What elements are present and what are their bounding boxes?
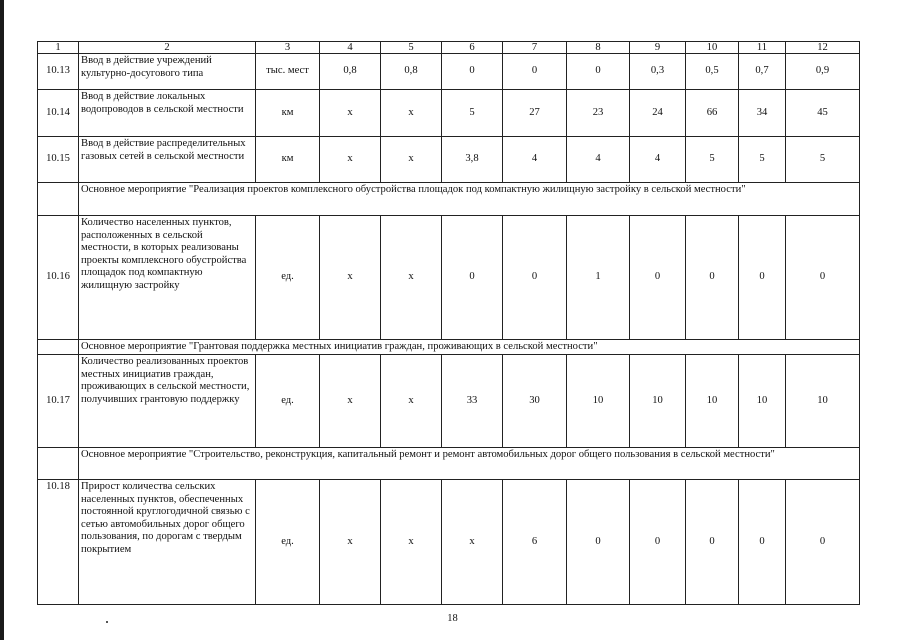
value-cell: 0 xyxy=(503,54,567,90)
column-number-row xyxy=(38,42,860,54)
value-cell: 0 xyxy=(503,216,567,340)
table-row xyxy=(38,480,860,605)
value-cell: х xyxy=(320,355,381,448)
value-cell: 0,9 xyxy=(786,54,860,90)
value-cell: 0 xyxy=(686,216,739,340)
value-cell: 0,7 xyxy=(739,54,786,90)
row-id: 10.14 xyxy=(38,90,79,137)
unit-cell: км xyxy=(256,90,320,137)
value-cell: 0,3 xyxy=(630,54,686,90)
value-cell: 0 xyxy=(567,54,630,90)
unit-cell: тыс. мест xyxy=(256,54,320,90)
scan-left-edge xyxy=(0,0,4,640)
value-cell: 0 xyxy=(739,480,786,605)
value-cell: 23 xyxy=(567,90,630,137)
value-cell: 0,8 xyxy=(381,54,442,90)
column-number: 6 xyxy=(442,42,503,54)
row-id: 10.16 xyxy=(38,216,79,340)
value-cell: 0 xyxy=(786,216,860,340)
column-number: 2 xyxy=(79,42,256,54)
section-title: Основное мероприятие "Строительство, реконструкция, капитальный ремонт и ремонт автомобильных дорог общего пользования в сельской местности" xyxy=(79,448,860,480)
column-number: 1 xyxy=(38,42,79,54)
value-cell: х xyxy=(381,355,442,448)
column-number: 5 xyxy=(381,42,442,54)
indicator-name: Ввод в действие распределительных газовых сетей в сельской местности xyxy=(79,137,256,183)
value-cell: 5 xyxy=(686,137,739,183)
value-cell: х xyxy=(320,480,381,605)
value-cell: 5 xyxy=(786,137,860,183)
unit-cell: ед. xyxy=(256,216,320,340)
indicator-name: Количество населенных пунктов, расположенных в сельской местности, в которых реализованы проекты комплексного обустройства площадок под компактную жилищную застройку xyxy=(79,216,256,340)
row-id: 10.15 xyxy=(38,137,79,183)
value-cell: х xyxy=(381,90,442,137)
table-row xyxy=(38,216,860,340)
indicator-name: Ввод в действие локальных водопроводов в сельской местности xyxy=(79,90,256,137)
value-cell: 10 xyxy=(739,355,786,448)
value-cell: 10 xyxy=(786,355,860,448)
table-row xyxy=(38,355,860,448)
value-cell: 10 xyxy=(567,355,630,448)
section-id-cell xyxy=(38,183,79,216)
value-cell: х xyxy=(320,137,381,183)
value-cell: 0 xyxy=(786,480,860,605)
value-cell: 5 xyxy=(442,90,503,137)
section-row xyxy=(38,340,860,355)
indicator-name: Ввод в действие учреждений культурно-досугового типа xyxy=(79,54,256,90)
table-row xyxy=(38,90,860,137)
section-row xyxy=(38,448,860,480)
value-cell: 30 xyxy=(503,355,567,448)
indicator-name: Количество реализованных проектов местных инициатив граждан, проживающих в сельской местности, получивших грантовую поддержку xyxy=(79,355,256,448)
column-number: 7 xyxy=(503,42,567,54)
value-cell: 5 xyxy=(739,137,786,183)
table-body xyxy=(38,42,860,605)
section-id-cell xyxy=(38,448,79,480)
value-cell: 4 xyxy=(630,137,686,183)
section-row xyxy=(38,183,860,216)
column-number: 9 xyxy=(630,42,686,54)
value-cell: 66 xyxy=(686,90,739,137)
table-row xyxy=(38,54,860,90)
value-cell: 27 xyxy=(503,90,567,137)
value-cell: 0 xyxy=(686,480,739,605)
table-row xyxy=(38,137,860,183)
value-cell: 45 xyxy=(786,90,860,137)
value-cell: 0 xyxy=(630,216,686,340)
page-number: 18 xyxy=(447,613,458,624)
column-number: 3 xyxy=(256,42,320,54)
value-cell: 0 xyxy=(567,480,630,605)
value-cell: х xyxy=(381,480,442,605)
value-cell: х xyxy=(442,480,503,605)
section-id-cell xyxy=(38,340,79,355)
value-cell: х xyxy=(381,137,442,183)
row-id: 10.13 xyxy=(38,54,79,90)
column-number: 4 xyxy=(320,42,381,54)
row-id: 10.17 xyxy=(38,355,79,448)
column-number: 10 xyxy=(686,42,739,54)
value-cell: х xyxy=(381,216,442,340)
value-cell: 0 xyxy=(739,216,786,340)
row-id: 10.18 xyxy=(38,480,79,605)
value-cell: 4 xyxy=(503,137,567,183)
value-cell: 24 xyxy=(630,90,686,137)
value-cell: 1 xyxy=(567,216,630,340)
column-number: 8 xyxy=(567,42,630,54)
indicator-table xyxy=(37,41,860,605)
value-cell: 3,8 xyxy=(442,137,503,183)
indicator-name: Прирост количества сельских населенных пунктов, обеспеченных постоянной круглогодичной связью с сетью автомобильных дорог общего пользования, по дорогам с твердым покрытием xyxy=(79,480,256,605)
column-number: 11 xyxy=(739,42,786,54)
value-cell: 0,5 xyxy=(686,54,739,90)
value-cell: 0,8 xyxy=(320,54,381,90)
value-cell: 33 xyxy=(442,355,503,448)
unit-cell: ед. xyxy=(256,355,320,448)
value-cell: 6 xyxy=(503,480,567,605)
value-cell: х xyxy=(320,90,381,137)
value-cell: 10 xyxy=(630,355,686,448)
unit-cell: км xyxy=(256,137,320,183)
value-cell: х xyxy=(320,216,381,340)
value-cell: 0 xyxy=(442,216,503,340)
column-number: 12 xyxy=(786,42,860,54)
value-cell: 4 xyxy=(567,137,630,183)
section-title: Основное мероприятие "Реализация проектов комплексного обустройства площадок под компактную жилищную застройку в сельской местности" xyxy=(79,183,860,216)
value-cell: 0 xyxy=(442,54,503,90)
value-cell: 10 xyxy=(686,355,739,448)
value-cell: 0 xyxy=(630,480,686,605)
scan-speck xyxy=(106,621,108,623)
unit-cell: ед. xyxy=(256,480,320,605)
section-title: Основное мероприятие "Грантовая поддержка местных инициатив граждан, проживающих в сельской местности" xyxy=(79,340,860,355)
value-cell: 34 xyxy=(739,90,786,137)
